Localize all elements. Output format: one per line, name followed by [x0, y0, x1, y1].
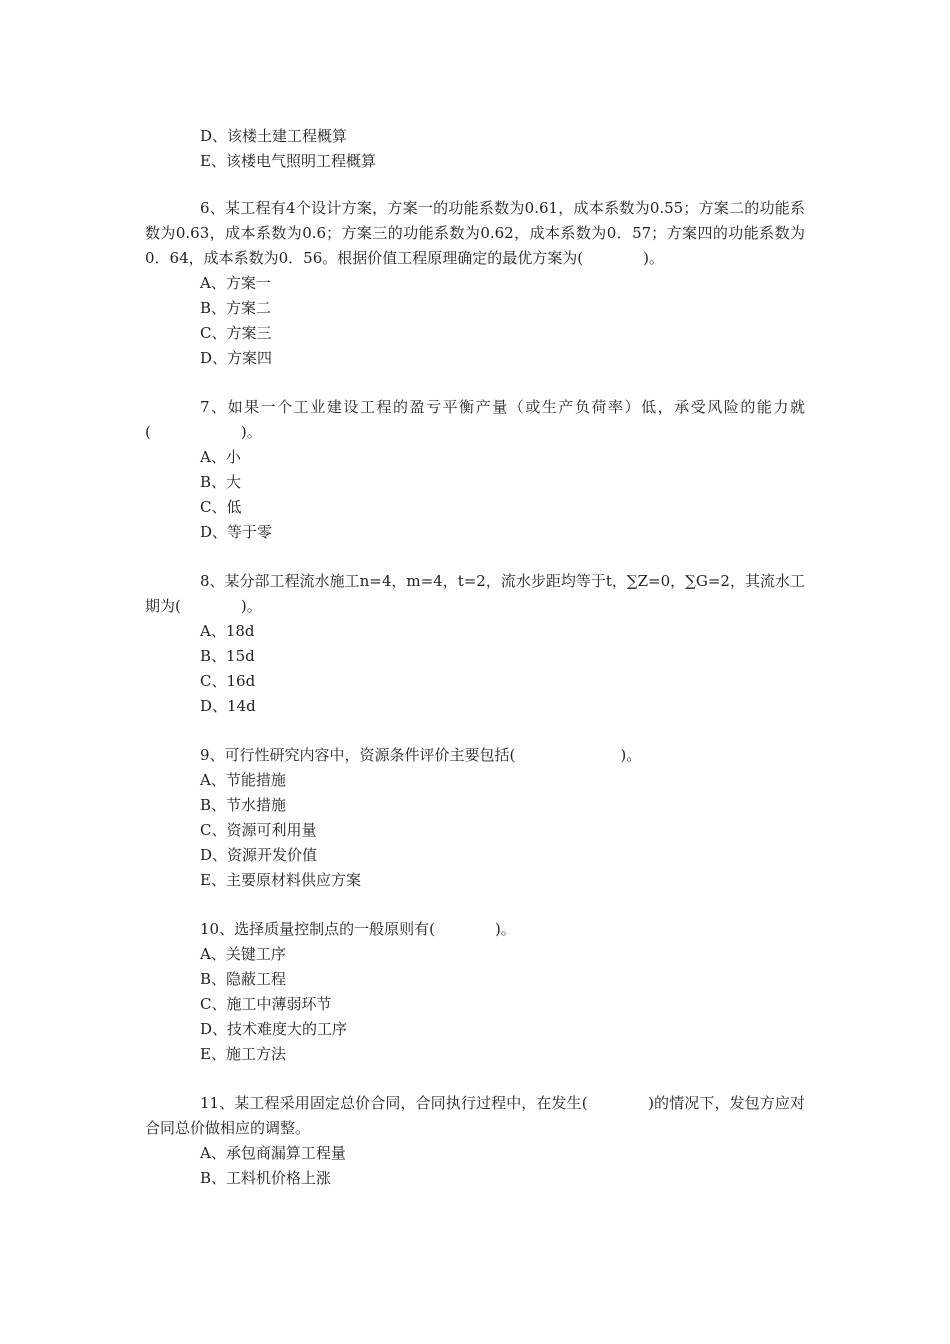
- option-item: B、节水措施: [200, 796, 287, 814]
- document-content: [145, 124, 805, 1215]
- option-item: E、施工方法: [200, 1045, 286, 1063]
- option-item: C、方案三: [200, 324, 272, 342]
- option-item: D、14d: [200, 697, 256, 715]
- question-text: 7、如果一个工业建设工程的盈亏平衡产量（或生产负荷率）低，承受风险的能力就( )。: [145, 398, 805, 441]
- option-item: D、该楼土建工程概算: [200, 127, 348, 145]
- question-6: [145, 196, 805, 371]
- option-item: A、小: [200, 448, 241, 466]
- option-item: C、施工中薄弱环节: [200, 995, 332, 1013]
- option-item: E、该楼电气照明工程概算: [200, 152, 376, 170]
- option-item: B、大: [200, 473, 242, 491]
- option-item: D、方案四: [200, 349, 273, 367]
- option-item: A、方案一: [200, 274, 271, 292]
- option-item: C、低: [200, 498, 242, 516]
- question-7: [145, 395, 805, 545]
- option-item: C、16d: [200, 672, 256, 690]
- question-text: 8、某分部工程流水施工n=4，m=4，t=2，流水步距均等于t，∑Z=0，∑G=2，其流水工期为( )。: [145, 572, 805, 615]
- option-item: C、资源可利用量: [200, 821, 317, 839]
- option-item: A、关键工序: [200, 945, 286, 963]
- option-item: E、主要原材料供应方案: [200, 871, 361, 889]
- option-item: B、方案二: [200, 299, 272, 317]
- option-item: D、等于零: [200, 523, 273, 541]
- option-item: B、工料机价格上涨: [200, 1169, 332, 1187]
- question-8: [145, 569, 805, 719]
- option-item: D、技术难度大的工序: [200, 1020, 348, 1038]
- question-text: 11、某工程采用固定总价合同，合同执行过程中，在发生( )的情况下，发包方应对合同总价做相应的调整。: [145, 1094, 805, 1137]
- question-text: 10、选择质量控制点的一般原则有( )。: [200, 920, 516, 938]
- option-item: D、资源开发价值: [200, 846, 318, 864]
- question-9: [145, 743, 805, 893]
- question-11: [145, 1091, 805, 1191]
- continued-options: [145, 124, 805, 174]
- question-10: [145, 917, 805, 1067]
- question-text: 6、某工程有4个设计方案，方案一的功能系数为0.61，成本系数为0.55；方案二的功能系数为0.63，成本系数为0.6；方案三的功能系数为0.62，成本系数为0．57；方案四的功能系数为0．64，成本系数为0．56。根据价值工程原理确定的最优方案为( )。: [145, 199, 805, 267]
- question-text: 9、可行性研究内容中，资源条件评价主要包括( )。: [200, 746, 642, 764]
- option-item: A、18d: [200, 622, 255, 640]
- option-item: A、节能措施: [200, 771, 286, 789]
- option-item: A、承包商漏算工程量: [200, 1144, 346, 1162]
- option-item: B、15d: [200, 647, 255, 665]
- option-item: B、隐蔽工程: [200, 970, 287, 988]
